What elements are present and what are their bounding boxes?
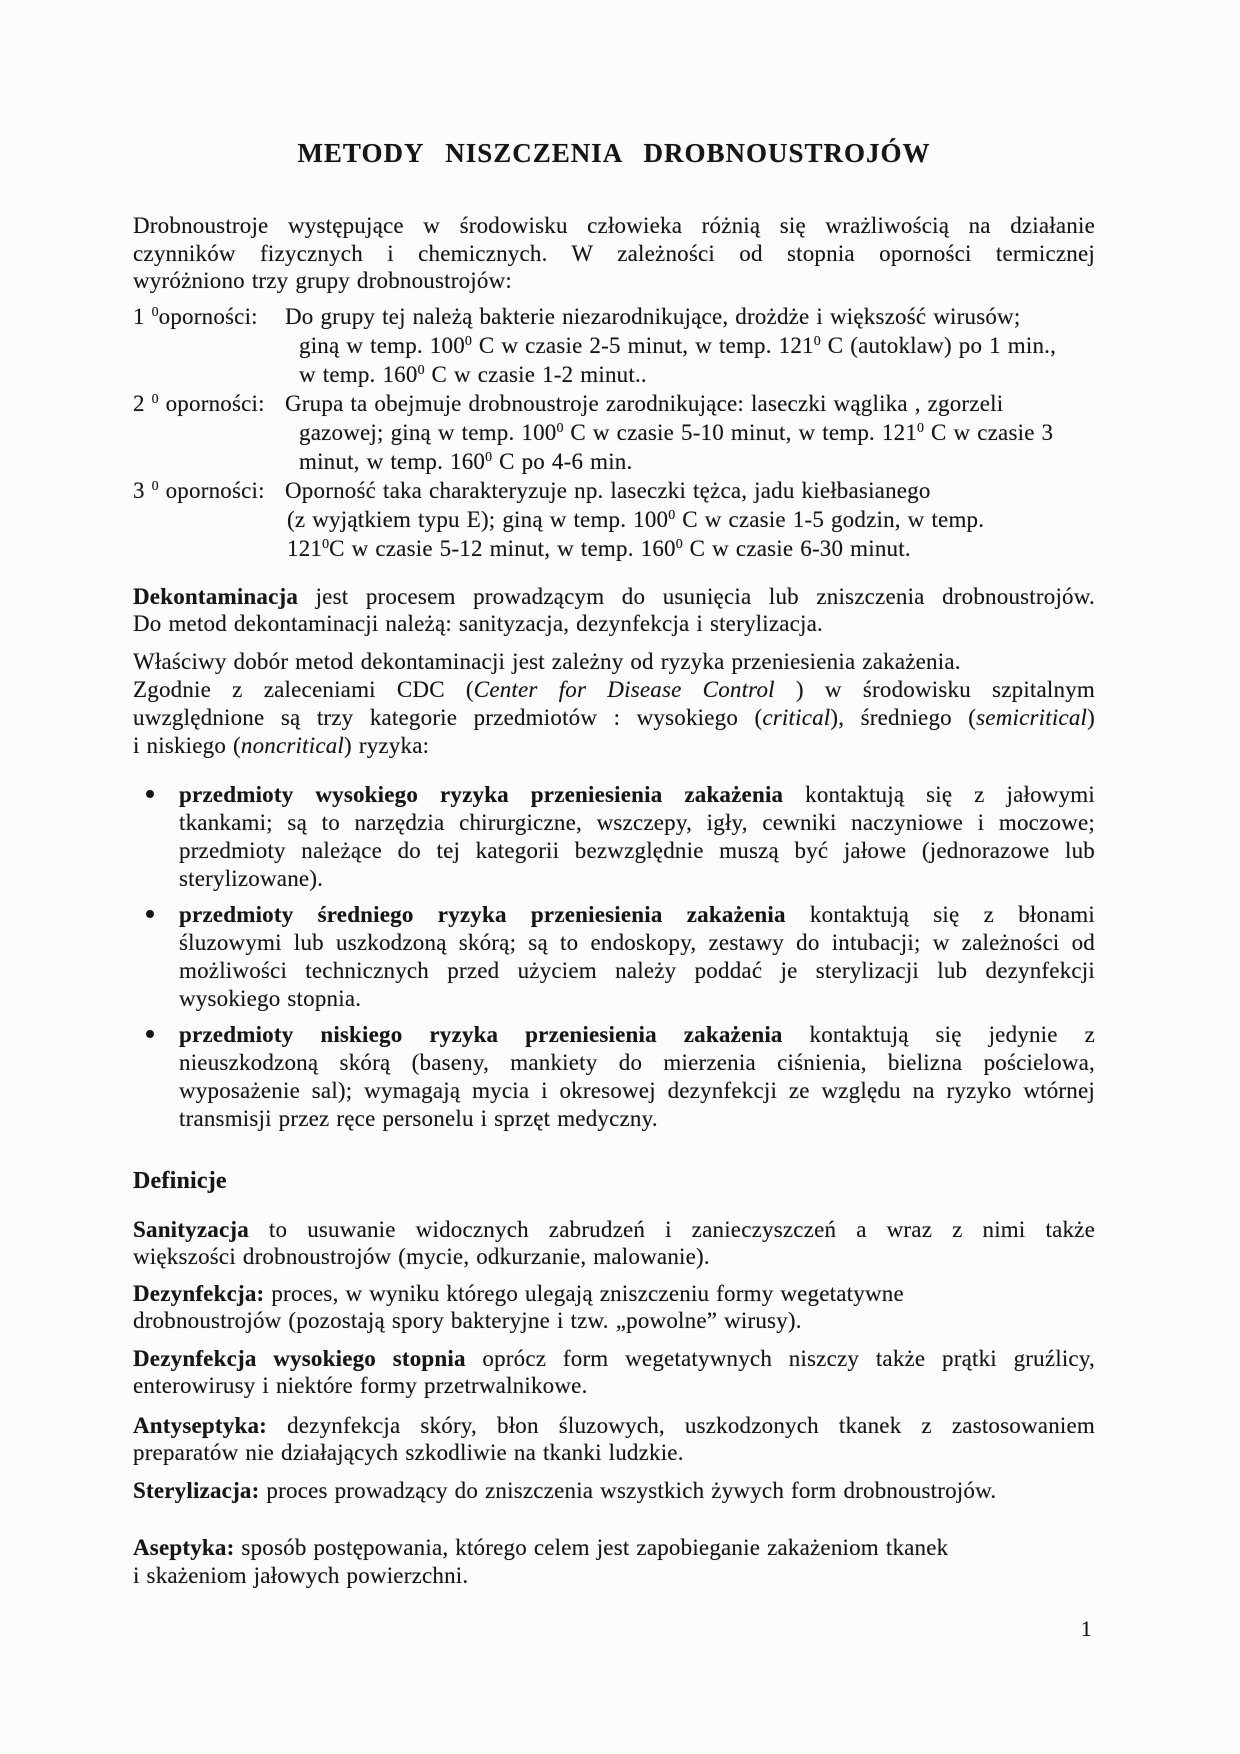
group-text: Do grupy tej należą bakterie niezarodnikujące, drożdże i większość wirusów; giną w temp. $100^0$ C w czasie 2-5 minut, w temp. $121^0$ C (autoklaw) po 1 min., w temp. $160^0$ C w czasie 1-2 minut.. [285, 303, 1057, 387]
resistance-group-2 [133, 389, 1095, 476]
definition-sterylizacja: Sterylizacja: proces prowadzący do zniszczenia wszystkich żywych form drobnoustrojów. [133, 1477, 997, 1503]
risk-item-low [133, 1021, 1095, 1133]
definition-sanityzacja: Sanityzacja to usuwanie widocznych zabrudzeń i zanieczyszczeń a wraz z nimi także większości drobnoustrojów (mycie, odkurzanie, malowanie). [133, 1216, 1095, 1269]
intro-paragraph: Drobnoustroje występujące w środowisku człowieka różnią się wrażliwością na działanie czynników fizycznych i chemicznych. W zależności od stopnia oporności termicznej wyróżniono trzy grupy drobnoustrojów: [133, 213, 1095, 293]
resistance-groups-list [133, 302, 1095, 563]
definition-dezynfekcja-wysokiego-stopnia: Dezynfekcja wysokiego stopnia oprócz form wegetatywnych niszczy także prątki gruźlicy, enterowirusy i niektóre formy przetrwalnikowe. [133, 1345, 1096, 1398]
group-label: 1 $^0$oporności: [133, 303, 258, 329]
page-number: 1 [1080, 1616, 1092, 1641]
risk-item-text: przedmioty niskiego ryzyka przeniesienia zakażenia kontaktują się jedynie z nieuszkodzoną skórą (baseny, mankiety do mierzenia ciśnienia, bielizna pościelowa, wyposażenie sal); wymagają mycia i okresowej dezynfekcji ze względu na ryzyko wtórnej transmisji przez ręce personelu i sprzęt medyczny. [179, 1021, 1095, 1131]
risk-item-medium [133, 901, 1095, 1013]
group-label: 2 $^0$ oporności: [133, 390, 265, 416]
bullet-icon [133, 781, 179, 893]
resistance-group-3 [133, 476, 1095, 563]
document-title: METODY NISZCZENIA DROBNOUSTROJÓW [297, 138, 931, 168]
definition-aseptyka: Aseptyka: sposób postępowania, którego celem jest zapobieganie zakażeniom tkanek i skażeniom jałowych powierzchni. [133, 1535, 949, 1588]
group-label: 3 $^0$ oporności: [133, 477, 265, 503]
decontamination-paragraph: Dekontaminacja jest procesem prowadzącym do usunięcia lub zniszczenia drobnoustrojów. Do metod dekontaminacji należą: sanityzacja, dezynfekcja i sterylizacja. [133, 583, 1095, 636]
risk-categories-list [133, 781, 1095, 1133]
risk-item-text: przedmioty wysokiego ryzyka przeniesienia zakażenia kontaktują się z jałowymi tkankami; są to narzędzia chirurgiczne, wszczepy, igły, cewniki naczyniowe i moczowe; przedmioty należące do tej kategorii bezwzględnie muszą być jałowe (jednorazowe lub sterylizowane). [179, 781, 1095, 891]
bullet-icon [133, 1021, 179, 1133]
resistance-group-1 [133, 302, 1095, 389]
definition-antyseptyka: Antyseptyka: dezynfekcja skóry, błon śluzowych, uszkodzonych tkanek z zastosowaniem preparatów nie działających szkodliwie na tkanki ludzkie. [133, 1412, 1095, 1465]
group-text: Oporność taka charakteryzuje np. laseczki tężca, jadu kiełbasianego (z wyjątkiem typu E); giną w temp. $100^0$ C w czasie 1-5 godzin, w temp. $121^0C$ w czasie 5-12 minut, w temp. $160^0$ C w czasie 6-30 minut. [285, 477, 985, 561]
risk-item-text: przedmioty średniego ryzyka przeniesienia zakażenia kontaktują się z błonami śluzowymi lub uszkodzoną skórą; są to endoskopy, zestawy do intubacji; w zależności od możliwości technicznych przed użyciem należy poddać je sterylizacji lub dezynfekcji wysokiego stopnia. [179, 901, 1095, 1011]
definitions-heading: Definicje [133, 1167, 227, 1194]
bullet-icon [133, 901, 179, 1013]
group-text: Grupa ta obejmuje drobnoustroje zarodnikujące: laseczki wąglika , zgorzeli gazowej; giną w temp. $100^0$ C w czasie 5-10 minut, w temp. $121^0$ C w czasie 3 minut, w temp. $160^0$ C po 4-6 min. [285, 390, 1054, 474]
risk-item-high [133, 781, 1095, 893]
definition-dezynfekcja: Dezynfekcja: proces, w wyniku którego ulegają zniszczeniu formy wegetatywne drobnoustrojów (pozostają spory bakteryjne i tzw. „powolne” wirusy). [133, 1280, 904, 1333]
cdc-recommendations-paragraph: Właściwy dobór metod dekontaminacji jest zależny od ryzyka przeniesienia zakażenia. Zgodnie z zaleceniami CDC (Center for Disease Control ) w środowisku szpitalnym uwzględnione są trzy kategorie przedmiotów : wysokiego (critical), średniego (semicritical) i niskiego (noncritical) ryzyka: [133, 648, 1095, 758]
